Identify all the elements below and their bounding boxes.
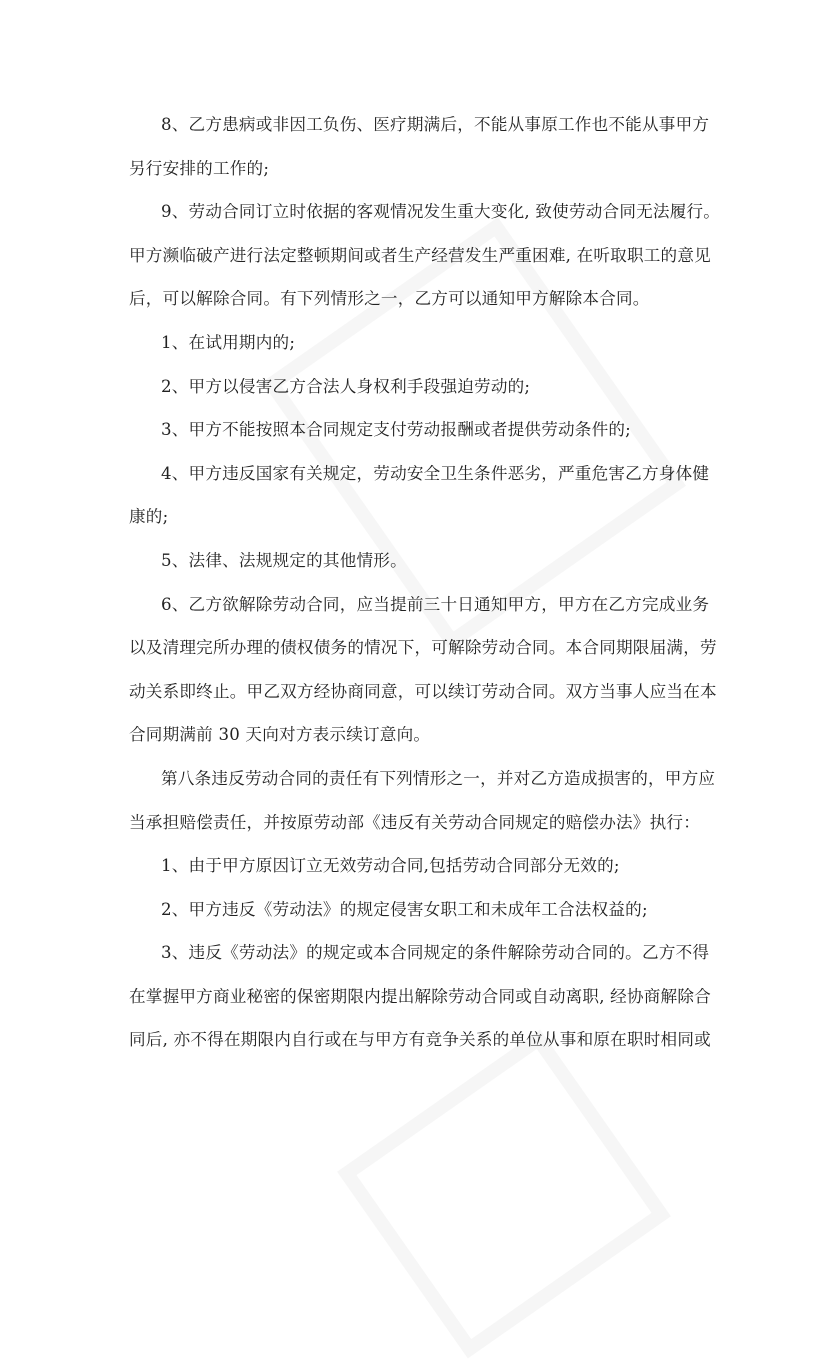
paragraph: [129, 374, 719, 418]
text-line: 以及清理完所办理的债权债务的情况下，可解除劳动合同。本合同期限届满，劳: [129, 638, 717, 658]
text-line: 1、由于甲方原因订立无效劳动合同,包括劳动合同部分无效的;: [161, 856, 620, 876]
text-line: 3、甲方不能按照本合同规定支付劳动报酬或者提供劳动条件的;: [161, 420, 631, 440]
watermark: [337, 1029, 671, 1358]
text-line: 2、甲方以侵害乙方合法人身权利手段强迫劳动的;: [161, 376, 531, 396]
text-line: 当承担赔偿责任，并按原劳动部《违反有关劳动合同规定的赔偿办法》执行：: [129, 812, 700, 832]
paragraph: [129, 417, 719, 461]
text-line: 后，可以解除合同。有下列情形之一，乙方可以通知甲方解除本合同。: [129, 289, 650, 309]
paragraph: [129, 853, 719, 897]
paragraph: [129, 940, 719, 1071]
paragraph: [129, 548, 719, 592]
text-line: 动关系即终止。甲乙双方经协商同意，可以续订劳动合同。双方当事人应当在本: [129, 681, 717, 701]
text-line: 5、法律、法规规定的其他情形。: [161, 550, 407, 570]
text-line: 同后, 亦不得在期限内自行或在与甲方有竞争关系的单位从事和原在职时相同或: [129, 1030, 711, 1050]
text-line: 在掌握甲方商业秘密的保密期限内提出解除劳动合同或自动离职, 经协商解除合: [129, 986, 711, 1006]
text-line: 第八条违反劳动合同的责任有下列情形之一，并对乙方造成损害的，甲方应: [161, 768, 716, 788]
paragraph: [129, 766, 719, 853]
text-line: 1、在试用期内的;: [161, 332, 296, 352]
text-line: 合同期满前 30 天向对方表示续订意向。: [129, 725, 431, 745]
text-line: 2、甲方违反《劳动法》的规定侵害女职工和未成年工合法权益的;: [161, 899, 648, 919]
paragraph: [129, 897, 719, 941]
text-line: 康的;: [129, 507, 169, 527]
text-line: 3、违反《劳动法》的规定或本合同规定的条件解除劳动合同的。乙方不得: [161, 943, 710, 963]
paragraph: [129, 199, 719, 330]
text-line: 4、甲方违反国家有关规定，劳动安全卫生条件恶劣，严重危害乙方身体健: [161, 463, 710, 483]
paragraph: [129, 112, 719, 199]
paragraph: [129, 592, 719, 766]
text-line: 另行安排的工作的;: [129, 158, 270, 178]
text-line: 9、劳动合同订立时依据的客观情况发生重大变化, 致使劳动合同无法履行。: [161, 202, 721, 222]
paragraph: [129, 330, 719, 374]
text-line: 甲方濒临破产进行法定整顿期间或者生产经营发生严重困难, 在听取职工的意见: [129, 245, 711, 265]
paragraph: [129, 461, 719, 548]
document-body: [129, 112, 719, 1071]
text-line: 6、乙方欲解除劳动合同，应当提前三十日通知甲方，甲方在乙方完成业务: [161, 594, 710, 614]
text-line: 8、乙方患病或非因工负伤、医疗期满后，不能从事原工作也不能从事甲方: [161, 115, 710, 134]
